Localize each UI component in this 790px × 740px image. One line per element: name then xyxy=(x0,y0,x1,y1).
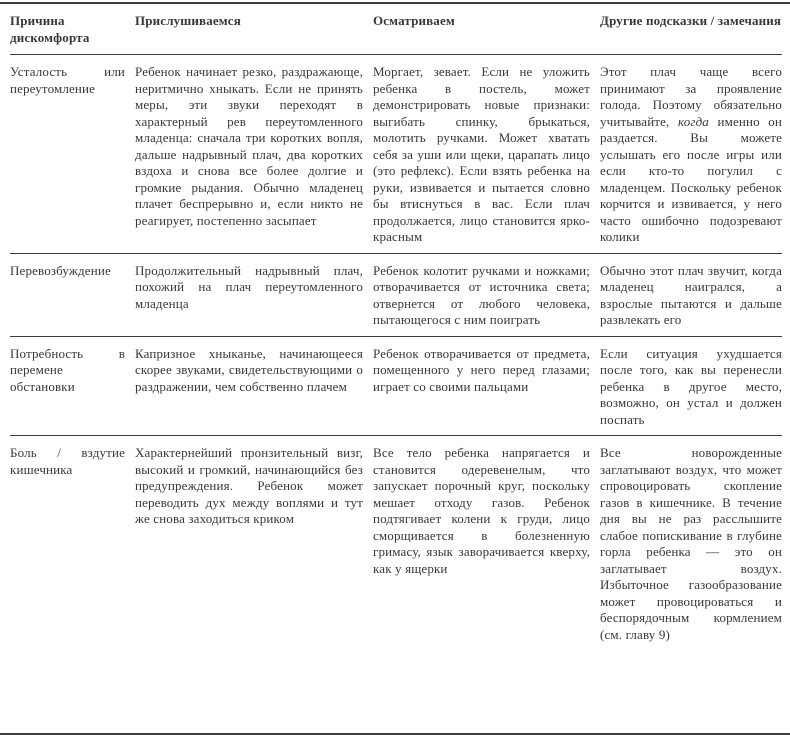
notes-text: именно он раздается. Вы можете услышать его после игры или если кто-то погулил с младенцем. Поскольку ребенок корчится и извивается, у него часто ошибочно подозревают колики xyxy=(600,113,782,244)
cell-listen: Ребенок начинает резко, раздражающе, неритмично хныкать. Если не принять меры, эти звуки переходят в характерный рев переутомленного младенца: сначала три коротких вопля, дальше надрывный плач, два коротких вздоха и снова все более долгие и громкие рыдания. Обычно младенец плачет беспрерывно и, если никто не реагирует, постепенно засыпает xyxy=(135,64,363,228)
cell-notes xyxy=(600,346,782,429)
discomfort-causes-table xyxy=(0,2,790,735)
notes-text: Все новорожденные заглатывают воздух, что может спровоцировать скопление газов в кишечнике. В течение дня вы не раз расслышите слабое попискивание в глубине горла ребенка — это он заглатывает воздух. Избыточное газообразование может провоцироваться и беспорядочным кормлением (см. главу 9) xyxy=(600,445,782,642)
table-header-row xyxy=(10,4,782,55)
notes-text: Обычно этот плач звучит, когда младенец наигрался, а взрослые пытаются и дальше развлекать его xyxy=(600,262,782,327)
cell-notes xyxy=(600,445,782,726)
header-cell-look: Осматриваем xyxy=(373,13,455,28)
table-row-fatigue xyxy=(10,55,782,254)
cell-listen: Продолжительный надрывный плач, похожий на плач переутомленного младенца xyxy=(135,262,363,311)
cell-cause: Перевозбуждение xyxy=(10,262,111,278)
notes-text: Этот плач чаще всего принимают за проявление голода. Поэтому обязательно учитывайте, xyxy=(600,64,782,129)
cell-listen: Капризное хныканье, начинающееся скорее звуками, свидетельствующими о раздражении, чем собственно плачем xyxy=(135,345,363,394)
cell-look: Все тело ребенка напрягается и становится одеревенелым, что запускает порочный круг, поскольку мешает отходу газов. Ребенок подтягивает колени к груди, лицо сморщивается в болезненную гримасу, язык заворачивается кверху, как у ящерки xyxy=(373,445,590,576)
notes-emphasis: когда xyxy=(677,113,709,129)
table-row-overexcitement xyxy=(10,254,782,337)
table-row-pain-gas xyxy=(10,436,782,733)
cell-look: Ребенок отворачивается от предмета, помещенного у него перед глазами; играет со своими пальцами xyxy=(373,345,590,394)
header-cell-listen: Прислушиваемся xyxy=(135,13,241,28)
cell-cause: Боль / вздутие кишечника xyxy=(10,445,125,477)
cell-look: Моргает, зевает. Если не уложить ребенка в постель, может демонстрировать новые признаки: выгибать спинку, брыкаться, молотить ручками. Может хватать себя за уши или щеки, царапать лицо (это рефлекс). Если взять ребенка на руки, извивается и пытается словно бы втиснуться в вас. Если плач продолжается, лицо становится ярко-красным xyxy=(373,64,590,244)
cell-cause: Усталость или переутомление xyxy=(10,64,125,96)
cell-notes xyxy=(600,263,782,329)
cell-cause: Потребность в перемене обстановки xyxy=(10,345,125,394)
notes-text: Если ситуация ухудшается после того, как вы перенесли ребенка в другое место, возможно, он устал и должен поспать xyxy=(600,345,782,427)
header-cell-cause: Причина дискомфорта xyxy=(10,13,90,45)
cell-notes xyxy=(600,64,782,246)
header-cell-notes: Другие подсказки / замечания xyxy=(600,13,782,28)
cell-listen: Характернейший пронзительный визг, высокий и громкий, начинающийся без предупреждения. Ребенок может переводить дух между воплями и тут же снова заходиться криком xyxy=(135,445,363,526)
cell-look: Ребенок колотит ручками и ножками; отворачивается от источника света; отвернется от любого человека, пытающегося с ним поиграть xyxy=(373,262,590,327)
table-row-change-of-scene xyxy=(10,337,782,437)
